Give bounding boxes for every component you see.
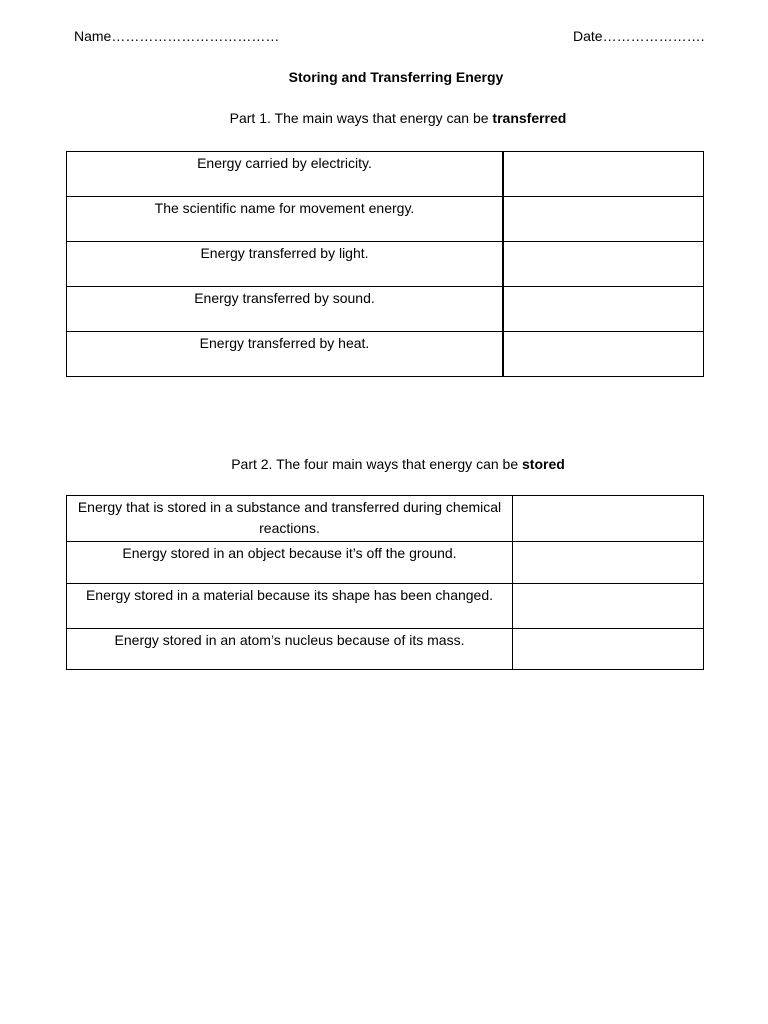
question-cell: The scientific name for movement energy. bbox=[67, 197, 504, 242]
part1-heading bbox=[0, 110, 768, 126]
page-title: Storing and Transferring Energy bbox=[288, 69, 504, 85]
question-cell bbox=[67, 584, 513, 629]
part1-table bbox=[66, 151, 704, 377]
question-text: Energy that is stored in a substance and transferred during chemical reactions. bbox=[77, 499, 502, 536]
question-text: Energy stored in a material because its shape has been changed. bbox=[85, 587, 494, 603]
answer-cell[interactable] bbox=[513, 496, 704, 542]
name-field[interactable]: Name……………………………… bbox=[74, 28, 280, 44]
part2-heading-emphasis: stored bbox=[522, 456, 565, 472]
answer-cell[interactable] bbox=[503, 152, 704, 197]
answer-cell[interactable] bbox=[513, 584, 704, 629]
table-row bbox=[67, 332, 704, 377]
answer-cell[interactable] bbox=[503, 242, 704, 287]
question-cell bbox=[67, 496, 513, 542]
question-cell: Energy transferred by light. bbox=[67, 242, 504, 287]
table-row bbox=[67, 242, 704, 287]
answer-cell[interactable] bbox=[503, 332, 704, 377]
answer-cell[interactable] bbox=[513, 542, 704, 584]
question-cell bbox=[67, 629, 513, 670]
answer-cell[interactable] bbox=[513, 629, 704, 670]
table-row bbox=[67, 152, 704, 197]
question-text: Energy stored in an object because it’s off the ground. bbox=[122, 545, 457, 561]
table-row bbox=[67, 542, 704, 584]
part2-heading bbox=[0, 456, 768, 472]
table-row bbox=[67, 629, 704, 670]
answer-cell[interactable] bbox=[503, 287, 704, 332]
answer-cell[interactable] bbox=[503, 197, 704, 242]
table-row bbox=[67, 584, 704, 629]
question-cell: Energy carried by electricity. bbox=[67, 152, 504, 197]
question-cell bbox=[67, 542, 513, 584]
part2-heading-text: Part 2. The four main ways that energy can be bbox=[231, 456, 522, 472]
date-field[interactable]: Date…………………. bbox=[573, 28, 705, 44]
table-row bbox=[67, 496, 704, 542]
table-row bbox=[67, 287, 704, 332]
question-cell: Energy transferred by heat. bbox=[67, 332, 504, 377]
table-row bbox=[67, 197, 704, 242]
part1-heading-text: Part 1. The main ways that energy can be bbox=[229, 110, 493, 126]
question-text: Energy stored in an atom’s nucleus because of its mass. bbox=[114, 632, 465, 648]
part1-heading-emphasis: transferred bbox=[492, 110, 567, 126]
part2-table bbox=[66, 495, 704, 670]
question-cell: Energy transferred by sound. bbox=[67, 287, 504, 332]
